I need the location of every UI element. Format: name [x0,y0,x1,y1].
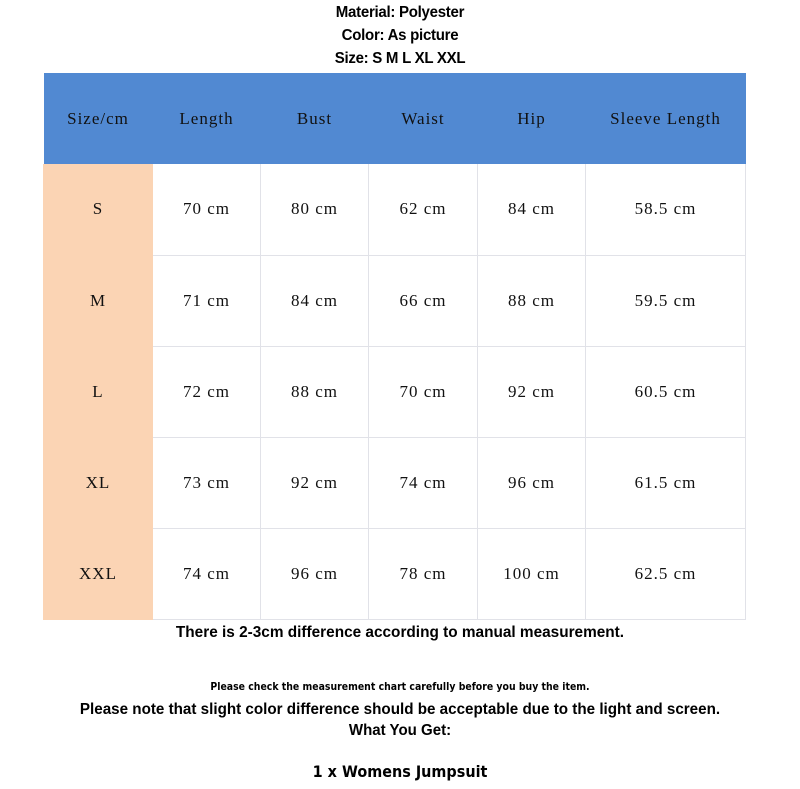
size-label: S [44,164,153,255]
measurement-difference-note: There is 2-3cm difference according to manual measurement. [175,624,625,641]
table-row [44,437,746,528]
waist-value: 74 cm [369,437,478,528]
sleeve-length-value: 60.5 cm [586,346,746,437]
sleeve-length-value: 58.5 cm [586,164,746,255]
sleeve-length-value: 62.5 cm [586,528,746,619]
size-label: L [44,346,153,437]
table-row [44,346,746,437]
hip-value: 100 cm [478,528,586,619]
what-you-get-heading: What You Get: [348,722,452,739]
bust-value: 88 cm [261,346,369,437]
color-spec: Color: As picture [341,27,459,44]
header-size: Size/cm [44,73,153,164]
bust-value: 92 cm [261,437,369,528]
check-chart-note: Please check the measurement chart carefully before you buy the item. [210,680,590,693]
table-row [44,528,746,619]
header-length: Length [153,73,261,164]
hip-value: 96 cm [478,437,586,528]
length-value: 71 cm [153,255,261,346]
table-header-row [44,73,746,164]
length-value: 70 cm [153,164,261,255]
waist-value: 66 cm [369,255,478,346]
bust-value: 80 cm [261,164,369,255]
waist-value: 70 cm [369,346,478,437]
size-label: XXL [44,528,153,619]
header-hip: Hip [478,73,586,164]
sleeve-length-value: 61.5 cm [586,437,746,528]
size-chart-table [43,73,746,620]
hip-value: 88 cm [478,255,586,346]
color-difference-note: Please note that slight color difference should be acceptable due to the light and screen. [79,701,721,718]
table-row [44,255,746,346]
bust-value: 96 cm [261,528,369,619]
length-value: 72 cm [153,346,261,437]
size-label: XL [44,437,153,528]
waist-value: 78 cm [369,528,478,619]
hip-value: 84 cm [478,164,586,255]
header-sleeve-length: Sleeve Length [586,73,746,164]
size-label: M [44,255,153,346]
bust-value: 84 cm [261,255,369,346]
length-value: 74 cm [153,528,261,619]
table-row [44,164,746,255]
sleeve-length-value: 59.5 cm [586,255,746,346]
material-spec: Material: Polyester [335,4,465,21]
header-waist: Waist [369,73,478,164]
length-value: 73 cm [153,437,261,528]
hip-value: 92 cm [478,346,586,437]
waist-value: 62 cm [369,164,478,255]
package-item: 1 x Womens Jumpsuit [312,762,488,781]
header-bust: Bust [261,73,369,164]
size-spec: Size: S M L XL XXL [334,50,466,67]
